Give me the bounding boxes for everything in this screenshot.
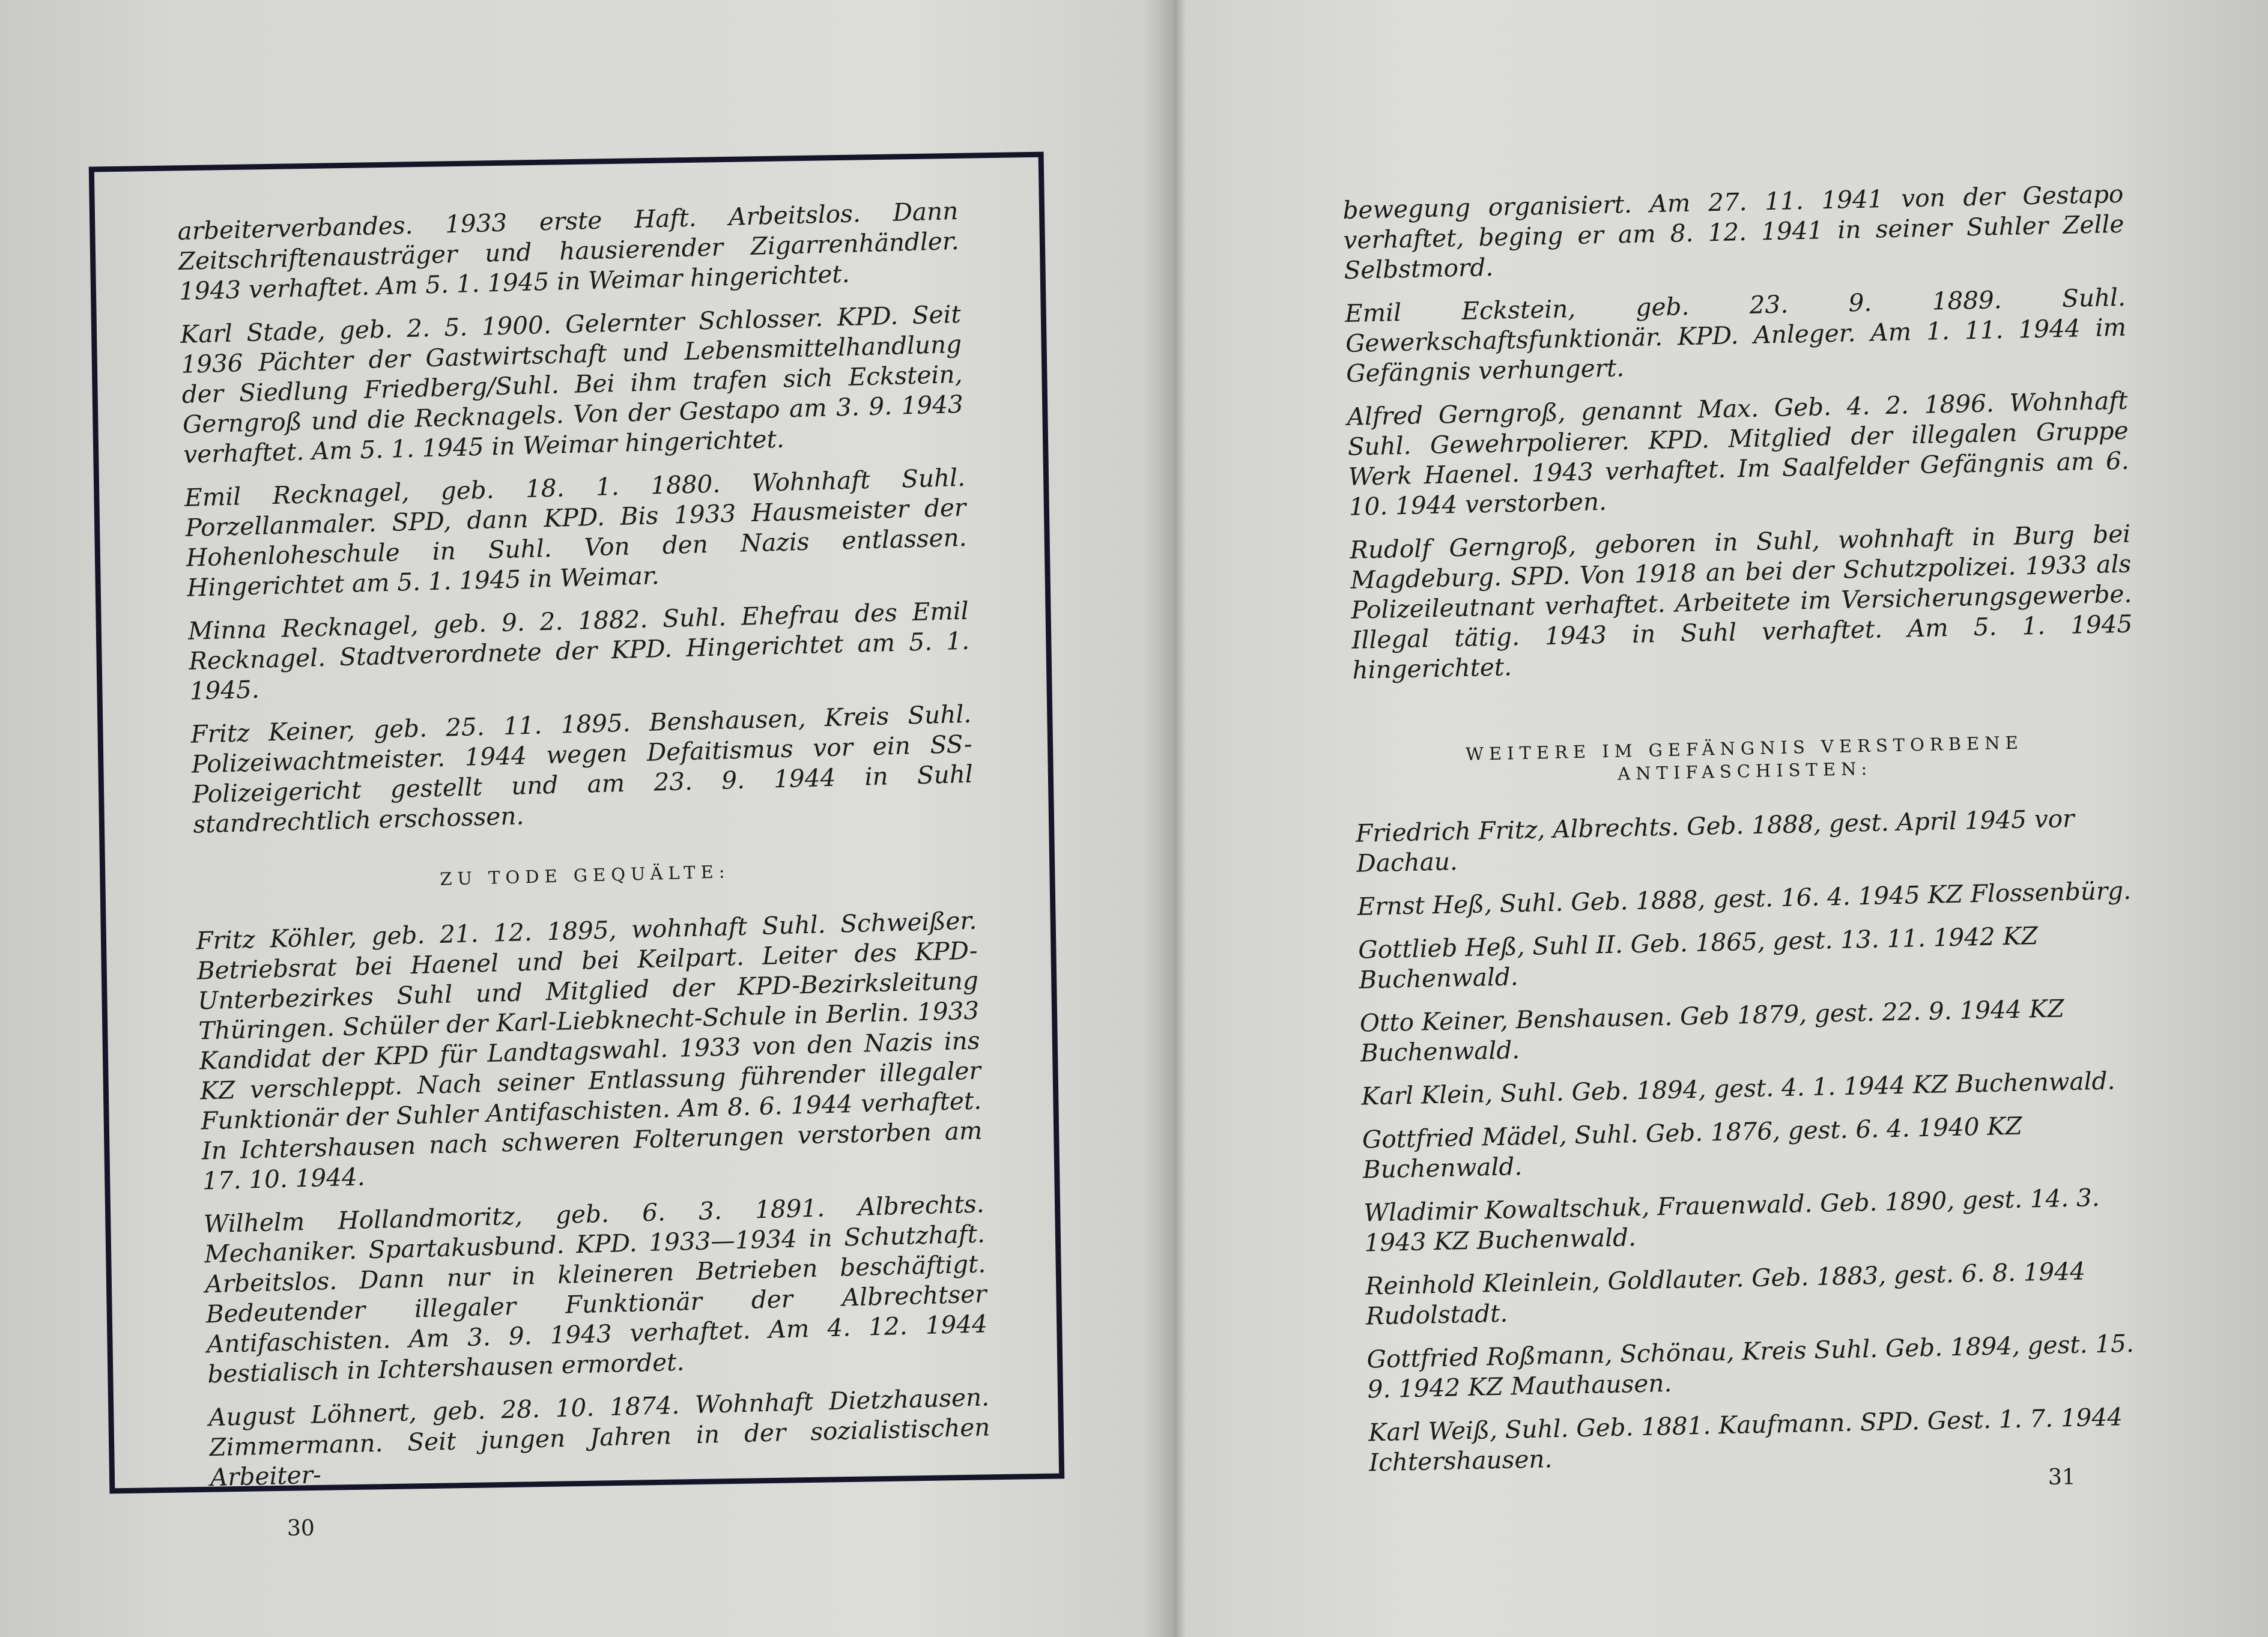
- list-item: Gottlieb Heß, Suhl II. Geb. 1865, gest. 13. 11. 1942 KZ Buchenwald.: [1357, 921, 2039, 994]
- entry-paragraph: Alfred Gerngroß, genannt Max. Geb. 4. 2. 1896. Wohnhaft Suhl. Gewehrpolierer. KPD. Mitglied der illegalen Gruppe Werk Haenel. 1943 verhaftet. Im Saalfelder Gefängnis am 6. 10. 1944 verstorben.: [1347, 386, 2130, 521]
- entry-paragraph: Minna Recknagel, geb. 9. 2. 1882. Suhl. Ehefrau des Emil Recknagel. Stadtverordnete der KPD. Hingerichtet am 5. 1. 1945.: [187, 596, 970, 706]
- left-page-text: [177, 196, 992, 1505]
- entry-paragraph: Emil Eckstein, geb. 23. 9. 1889. Suhl. Gewerkschaftsfunktionär. KPD. Anleger. Am 1. 11. 1944 im Gefängnis verhungert.: [1344, 282, 2127, 388]
- list-item: Otto Keiner, Benshausen. Geb 1879, gest. 22. 9. 1944 KZ Buchenwald.: [1359, 994, 2065, 1068]
- list-item: Ernst Heß, Suhl. Geb. 1888, gest. 16. 4. 1945 KZ Flossenbürg.: [1357, 876, 2132, 921]
- list-item: Gottfried Mädel, Suhl. Geb. 1876, gest. 6. 4. 1940 KZ Buchenwald.: [1362, 1111, 2023, 1184]
- entry-paragraph: Fritz Keiner, geb. 25. 11. 1895. Benshausen, Kreis Suhl. Polizeiwachtmeister. 1944 wegen Defaitismus vor ein SS-Polizeigericht gestellt und am 23. 9. 1944 in Suhl standrechtlich erschossen.: [190, 699, 974, 839]
- section-heading-line: WEITERE IM GEFÄNGNIS VERSTORBENE: [1465, 732, 2024, 764]
- page-number: 30: [287, 1516, 315, 1541]
- list-item: Friedrich Fritz, Albrechts. Geb. 1888, gest. April 1945 vor Dachau.: [1355, 803, 2075, 878]
- section-heading: [1354, 729, 2135, 791]
- entry-paragraph: arbeiterverbandes. 1933 erste Haft. Arbeitslos. Dann Zeitschriftenausträger und hausierender Zigarrenhändler. 1943 verhaftet. Am 5. 1. 1945 in Weimar hingerichtet.: [177, 196, 960, 306]
- book-gutter: [1162, 0, 1186, 1637]
- entry-paragraph: Karl Stade, geb. 2. 5. 1900. Gelernter Schlosser. KPD. Seit 1936 Pächter der Gastwirtschaft und Lebensmittelhandlung der Siedlung Friedberg/Suhl. Bei ihm trafen sich Eckstein, Gerngroß und die Recknagels. Von der Gestapo am 3. 9. 1943 verhaftet. Am 5. 1. 1945 in Weimar hingerichtet.: [180, 299, 964, 469]
- entry-paragraph: Emil Recknagel, geb. 18. 1. 1880. Wohnhaft Suhl. Porzellanmaler. SPD, dann KPD. Bis 1933 Hausmeister der Hohenloheschule in Suhl. Von den Nazis entlassen. Hingerichtet am 5. 1. 1945 in Weimar.: [184, 462, 968, 602]
- list-item: Reinhold Kleinlein, Goldlauter. Geb. 1883, gest. 6. 8. 1944 Rudolstadt.: [1365, 1256, 2086, 1331]
- section-heading: ZU TODE GEQUÄLTE:: [439, 861, 730, 889]
- section-heading-line: ANTIFASCHISTEN:: [1617, 758, 1873, 784]
- entry-paragraph: Fritz Köhler, geb. 21. 12. 1895, wohnhaft Suhl. Schweißer. Betriebsrat bei Haenel und bei Keilpart. Leiter des KPD-Unterbezirkes Suhl und Mitglied der KPD-Bezirksleitung Thüringen. Schüler der Karl-Liebknecht-Schule in Berlin. 1933 Kandidat der KPD für Landtagswahl. 1933 von den Nazis ins KZ verschleppt. Nach seiner Entlassung führender illegaler Funktionär der Suhler Antifaschisten. Am 8. 6. 1944 verhaftet. In Ichtershausen nach schweren Folterungen verstorben am 17. 10. 1944.: [195, 906, 983, 1196]
- list-item: Wladimir Kowaltschuk, Frauenwald. Geb. 1890, gest. 14. 3. 1943 KZ Buchenwald.: [1363, 1182, 2100, 1257]
- right-page-text: [1342, 179, 2150, 1491]
- entry-paragraph: August Löhnert, geb. 28. 10. 1874. Wohnhaft Dietzhausen. Zimmermann. Seit jungen Jahren in der sozialistischen Arbeiter-: [208, 1382, 990, 1492]
- list-item: Karl Weiß, Suhl. Geb. 1881. Kaufmann. SPD. Gest. 1. 7. 1944 Ichtershausen.: [1368, 1402, 2123, 1477]
- page-number: 31: [2048, 1465, 2076, 1490]
- entry-paragraph: Wilhelm Hollandmoritz, geb. 6. 3. 1891. Albrechts. Mechaniker. Spartakusbund. KPD. 1933—1934 in Schutzhaft. Arbeitslos. Dann nur in kleineren Betrieben beschäftigt. Bedeutender illegaler Funktionär der Albrechtser Antifaschisten. Am 3. 9. 1943 verhaftet. Am 4. 12. 1944 bestialisch in Ichtershausen ermordet.: [203, 1189, 988, 1389]
- entry-paragraph: Rudolf Gerngroß, geboren in Suhl, wohnhaft in Burg bei Magdeburg. SPD. Von 1918 an bei der Schutzpolizei. 1933 als Polizeileutnant verhaftet. Arbeitete im Versicherungsgewerbe. Illegal tätig. 1943 in Suhl verhaftet. Am 5. 1. 1945 hingerichtet.: [1349, 519, 2133, 685]
- list-item: Karl Klein, Suhl. Geb. 1894, gest. 4. 1. 1944 KZ Buchenwald.: [1360, 1066, 2115, 1111]
- list-item: Gottfried Roßmann, Schönau, Kreis Suhl. Geb. 1894, gest. 15. 9. 1942 KZ Mauthausen.: [1366, 1328, 2135, 1404]
- entry-paragraph: bewegung organisiert. Am 27. 11. 1941 von der Gestapo verhaftet, beging er am 8. 12. 1941 in seiner Suhler Zelle Selbstmord.: [1342, 179, 2124, 285]
